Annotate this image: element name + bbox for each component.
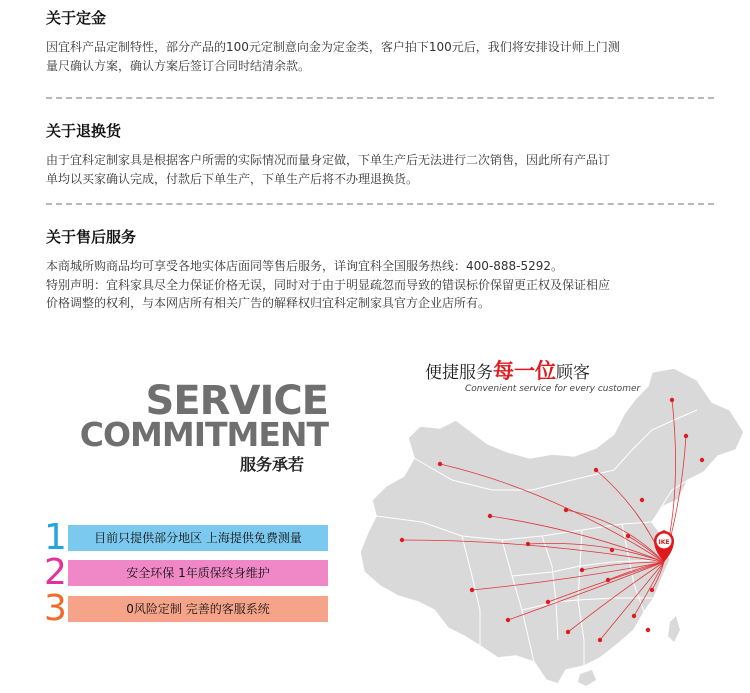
returns-line: 单均以买家确认完成，付款后下单生产，下单生产后将不办理退换货。 <box>46 171 419 186</box>
map-subtitle: Convenient service for every customer <box>465 384 641 394</box>
after-sales-line: 价格调整的权利，与本网店所有相关广告的解释权归宜科定制家具官方企业店所有。 <box>46 296 491 310</box>
after-sales-line: 本商城所购商品均可享受各地实体店面同等售后服务，详询宜科全国服务热线：400-888-5292。 <box>46 259 564 273</box>
returns-title: 关于退换货 <box>46 122 122 140</box>
pin-label: IKE <box>658 539 670 546</box>
map-title-highlight: 每一位 <box>493 359 556 383</box>
deposit-body <box>46 38 716 75</box>
commitment-item <box>68 596 328 622</box>
returns-line: 由于宜科定制家具是根据客户所需的实际情况而量身定做，下单生产后无法进行二次销售，因此所有产品订 <box>46 153 611 167</box>
island-hainan <box>578 670 596 686</box>
map-title-post: 顾客 <box>556 363 590 383</box>
commitment-item-label: 安全环保 1年质保终身维护 <box>126 566 270 580</box>
commitment-heading: COMMITMENT <box>79 415 328 454</box>
deposit-title: 关于定金 <box>46 9 107 27</box>
island-taiwan <box>668 616 680 642</box>
dashed-divider <box>46 203 714 205</box>
commitment-number: 2 <box>44 552 67 593</box>
returns-body <box>46 151 716 188</box>
dashed-divider <box>46 97 714 99</box>
commitment-item <box>68 525 328 551</box>
china-map-graphic <box>352 340 750 689</box>
commitment-item <box>68 560 328 586</box>
after-sales-line: 特别声明：宜科家具尽全力保证价格无误，同时对于由于明显疏忽而导致的错误标价保留更正权及保证相应 <box>46 277 611 292</box>
deposit-line: 量尺确认方案，确认方案后签订合同时结清余款。 <box>46 58 311 73</box>
map-title-pre: 便捷服务 <box>425 363 493 383</box>
map-landmass <box>360 368 744 684</box>
commitment-number: 1 <box>44 517 67 558</box>
commitment-cn-heading: 服务承若 <box>240 455 305 474</box>
commitment-number: 3 <box>44 588 67 629</box>
after-sales-title: 关于售后服务 <box>46 228 137 246</box>
after-sales-section <box>46 227 716 313</box>
commitment-item-label: 0风险定制 完善的客服系统 <box>126 602 270 616</box>
service-heading: SERVICE <box>145 378 328 424</box>
commitment-item-label: 目前只提供部分地区 上海提供免费测量 <box>94 531 302 545</box>
deposit-line: 因宜科产品定制特性，部分产品的100元定制意向金为定金类，客户拍下100元后，我们将安排设计师上门测 <box>46 40 620 54</box>
after-sales-body <box>46 257 716 313</box>
deposit-section <box>46 8 716 75</box>
china-map <box>352 340 750 689</box>
returns-section <box>46 121 716 188</box>
